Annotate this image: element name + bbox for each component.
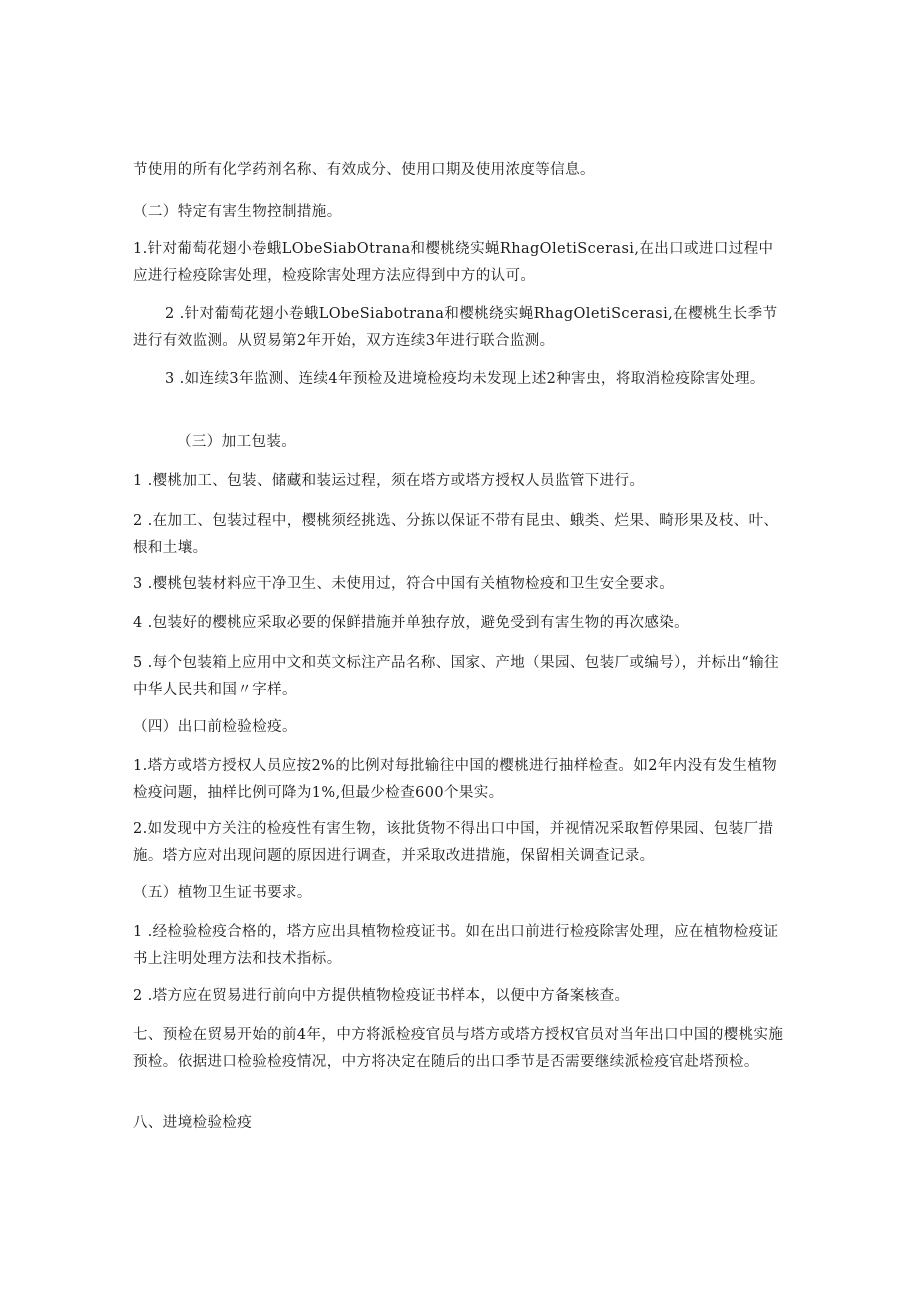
section-heading-entry-inspection: 八、进境检验检疫 xyxy=(133,1115,253,1131)
paragraph-cancel-treatment: 3 .如连续3年监测、连续4年预检及进境检疫均未发现上述2种害虫，将取消检疫除害处理。 xyxy=(165,371,765,387)
section-heading-packaging: （三）加工包装。 xyxy=(177,434,297,450)
paragraph-certificate-2: 2 .塔方应在贸易进行前向中方提供植物检疫证书样本，以便中方备案核查。 xyxy=(133,988,630,1004)
paragraph-packaging-2: 2 .在加工、包装过程中，樱桃须经挑选、分拣以保证不带有昆虫、蛾类、烂果、畸形果及枝、叶、根和土壤。 xyxy=(133,513,779,556)
paragraph-pest-monitoring: 2 .针对葡萄花翅小卷蛾LObeSiabotrana和樱桃绕实蝇RhagOletiScerasi,在樱桃生长季节进行有效监测。从贸易第2年开始，双方连续3年进行联合监测。 xyxy=(133,306,778,349)
paragraph-pest-treatment: 1.针对葡萄花翅小卷蛾LObeSiabOtrana和樱桃绕实蝇RhagOletiScerasi,在出口或进口过程中应进行检疫除害处理，检疫除害处理方法应得到中方的认可。 xyxy=(133,241,774,284)
paragraph-packaging-4: 4 .包装好的樱桃应采取必要的保鲜措施并单独存放，避免受到有害生物的再次感染。 xyxy=(133,615,690,631)
paragraph-chemical-info: 节使用的所有化学药剂名称、有效成分、使用口期及使用浓度等信息。 xyxy=(133,162,595,178)
paragraph-packaging-1: 1 .樱桃加工、包装、储藏和装运过程，须在塔方或塔方授权人员监管下进行。 xyxy=(133,473,645,489)
paragraph-packaging-5: 5 .每个包装箱上应用中文和英文标注产品名称、国家、产地（果园、包装厂或编号），并标出“输往中华人民共和国〃字样。 xyxy=(133,655,780,698)
section-heading-pre-export: （四）出口前检验检疫。 xyxy=(133,719,297,735)
section-heading-pest-control: （二）特定有害生物控制措施。 xyxy=(133,204,342,220)
paragraph-certificate-1: 1 .经检验检疫合格的，塔方应出具植物检疫证书。如在出口前进行检疫除害处理，应在植物检疫证书上注明处理方法和技术指标。 xyxy=(133,924,779,967)
paragraph-preinspection: 七、预检在贸易开始的前4年，中方将派检疫官员与塔方或塔方授权官员对当年出口中国的樱桃实施预检。依据进口检验检疫情况，中方将决定在随后的出口季节是否需要继续派检疫官赴塔预检。 xyxy=(133,1027,784,1070)
section-heading-certificate: （五）植物卫生证书要求。 xyxy=(133,885,312,901)
paragraph-pre-export-1: 1.塔方或塔方授权人员应按2%的比例对每批输往中国的樱桃进行抽样检查。如2年内没有发生植物检疫问题，抽样比例可降为1%,但最少检查600个果实。 xyxy=(133,758,778,801)
paragraph-pre-export-2: 2.如发现中方关注的检疫性有害生物，该批货物不得出口中国，并视情况采取暂停果园、包装厂措施。塔方应对出现问题的原因进行调查，并采取改进措施，保留相关调查记录。 xyxy=(133,821,774,864)
paragraph-packaging-3: 3 .樱桃包装材料应干净卫生、未使用过，符合中国有关植物检疫和卫生安全要求。 xyxy=(133,576,675,592)
